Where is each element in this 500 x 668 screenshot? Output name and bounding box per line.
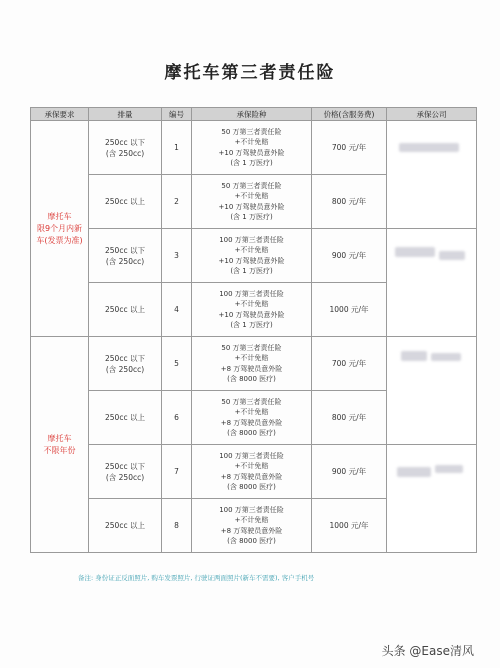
insurance-table bbox=[30, 107, 477, 553]
coverage-cell bbox=[192, 121, 312, 175]
coverage-line: (含 8000 医疗) bbox=[227, 483, 276, 491]
coverage-line: +不计免赔 bbox=[234, 192, 269, 200]
coverage-cell bbox=[192, 229, 312, 283]
displacement-cell bbox=[89, 391, 162, 445]
number-cell: 3 bbox=[162, 229, 192, 283]
number-cell: 2 bbox=[162, 175, 192, 229]
requirement-line: 摩托车 bbox=[47, 211, 72, 221]
company-logo-redacted bbox=[431, 353, 461, 361]
number-cell: 4 bbox=[162, 283, 192, 337]
coverage-cell bbox=[192, 445, 312, 499]
coverage-line: +10 万驾驶员意外险 bbox=[218, 202, 285, 211]
coverage-line: +10 万驾驶员意外险 bbox=[218, 310, 285, 319]
price-cell: 900 元/年 bbox=[312, 229, 387, 283]
coverage-cell bbox=[192, 391, 312, 445]
coverage-line: +8 万驾驶员意外险 bbox=[220, 418, 283, 427]
displacement-line: 250cc 以上 bbox=[105, 521, 145, 530]
number-cell: 1 bbox=[162, 121, 192, 175]
coverage-line: +10 万驾驶员意外险 bbox=[218, 148, 285, 157]
coverage-line: +不计免赔 bbox=[234, 462, 269, 470]
coverage-line: +不计免赔 bbox=[234, 516, 269, 524]
coverage-line: +不计免赔 bbox=[234, 408, 269, 416]
displacement-cell bbox=[89, 445, 162, 499]
displacement-line: (含 250cc) bbox=[105, 364, 145, 374]
displacement-line: 250cc 以上 bbox=[105, 197, 145, 206]
displacement-line: 250cc 以上 bbox=[105, 413, 145, 422]
remark-note: 备注: 身份证正反面照片, 购车发票照片, 行驶证两面照片(新车不需要), 客户手机号 bbox=[78, 574, 315, 582]
displacement-cell bbox=[89, 499, 162, 553]
coverage-line: (含 1 万医疗) bbox=[230, 159, 273, 167]
header-coverage: 承保险种 bbox=[192, 108, 312, 121]
number-cell: 8 bbox=[162, 499, 192, 553]
price-cell: 900 元/年 bbox=[312, 445, 387, 499]
displacement-line: (含 250cc) bbox=[105, 148, 145, 158]
coverage-line: 100 万第三者责任险 bbox=[219, 451, 284, 460]
table-header-row bbox=[31, 108, 477, 121]
header-requirement: 承保要求 bbox=[31, 108, 89, 121]
company-cell bbox=[387, 229, 477, 337]
coverage-line: +8 万驾驶员意外险 bbox=[220, 364, 283, 373]
price-cell: 1000 元/年 bbox=[312, 283, 387, 337]
coverage-cell bbox=[192, 283, 312, 337]
requirement-line: 不限年份 bbox=[43, 445, 76, 455]
price-cell: 1000 元/年 bbox=[312, 499, 387, 553]
requirement-line: 限9个月内新 bbox=[36, 223, 83, 233]
watermark-logo: 头条 @Ease清风 bbox=[381, 644, 474, 658]
table-row bbox=[31, 121, 477, 175]
coverage-line: (含 1 万医疗) bbox=[230, 321, 273, 329]
table-body bbox=[31, 121, 477, 553]
coverage-line: 50 万第三者责任险 bbox=[221, 127, 282, 136]
company-logo-redacted bbox=[439, 251, 465, 260]
header-number: 编号 bbox=[162, 108, 192, 121]
coverage-cell bbox=[192, 499, 312, 553]
displacement-line: 250cc 以下 bbox=[105, 245, 145, 255]
table-row bbox=[31, 445, 477, 499]
company-cell bbox=[387, 121, 477, 229]
coverage-line: +不计免赔 bbox=[234, 354, 269, 362]
price-cell: 800 元/年 bbox=[312, 175, 387, 229]
coverage-line: (含 8000 医疗) bbox=[227, 375, 276, 383]
requirement-line: 摩托车 bbox=[47, 433, 72, 443]
requirement-cell bbox=[31, 121, 89, 337]
coverage-line: 50 万第三者责任险 bbox=[221, 181, 282, 190]
coverage-cell bbox=[192, 175, 312, 229]
displacement-line: 250cc 以下 bbox=[105, 137, 145, 147]
document-title: 摩托车第三者责任险 bbox=[164, 63, 336, 83]
coverage-line: (含 1 万医疗) bbox=[230, 213, 273, 221]
price-cell: 800 元/年 bbox=[312, 391, 387, 445]
coverage-line: 100 万第三者责任险 bbox=[219, 505, 284, 514]
coverage-line: +不计免赔 bbox=[234, 138, 269, 146]
coverage-line: 50 万第三者责任险 bbox=[221, 343, 282, 352]
company-cell bbox=[387, 445, 477, 553]
displacement-cell bbox=[89, 229, 162, 283]
company-logo-redacted bbox=[397, 467, 431, 477]
company-logo-redacted bbox=[399, 143, 459, 152]
requirement-line: 车(发票为准) bbox=[36, 235, 83, 245]
coverage-line: +不计免赔 bbox=[234, 246, 269, 254]
company-logo-redacted bbox=[435, 465, 463, 473]
coverage-line: 50 万第三者责任险 bbox=[221, 397, 282, 406]
number-cell: 6 bbox=[162, 391, 192, 445]
coverage-line: +8 万驾驶员意外险 bbox=[220, 526, 283, 535]
displacement-cell bbox=[89, 283, 162, 337]
table-row bbox=[31, 229, 477, 283]
displacement-cell bbox=[89, 121, 162, 175]
header-displacement: 排量 bbox=[89, 108, 162, 121]
company-cell bbox=[387, 337, 477, 445]
company-logo-redacted bbox=[395, 247, 435, 257]
number-cell: 5 bbox=[162, 337, 192, 391]
displacement-line: (含 250cc) bbox=[105, 256, 145, 266]
coverage-cell bbox=[192, 337, 312, 391]
displacement-line: 250cc 以上 bbox=[105, 305, 145, 314]
coverage-line: (含 8000 医疗) bbox=[227, 429, 276, 437]
displacement-line: 250cc 以下 bbox=[105, 461, 145, 471]
table-row bbox=[31, 337, 477, 391]
displacement-cell bbox=[89, 175, 162, 229]
requirement-cell bbox=[31, 337, 89, 553]
displacement-line: 250cc 以下 bbox=[105, 353, 145, 363]
coverage-line: (含 8000 医疗) bbox=[227, 537, 276, 545]
number-cell: 7 bbox=[162, 445, 192, 499]
coverage-line: (含 1 万医疗) bbox=[230, 267, 273, 275]
price-cell: 700 元/年 bbox=[312, 121, 387, 175]
coverage-line: 100 万第三者责任险 bbox=[219, 235, 284, 244]
displacement-cell bbox=[89, 337, 162, 391]
company-logo-redacted bbox=[401, 351, 427, 361]
coverage-line: +10 万驾驶员意外险 bbox=[218, 256, 285, 265]
header-price: 价格(含服务费) bbox=[312, 108, 387, 121]
displacement-line: (含 250cc) bbox=[105, 472, 145, 482]
header-company: 承保公司 bbox=[387, 108, 477, 121]
coverage-line: 100 万第三者责任险 bbox=[219, 289, 284, 298]
price-cell: 700 元/年 bbox=[312, 337, 387, 391]
coverage-line: +8 万驾驶员意外险 bbox=[220, 472, 283, 481]
coverage-line: +不计免赔 bbox=[234, 300, 269, 308]
